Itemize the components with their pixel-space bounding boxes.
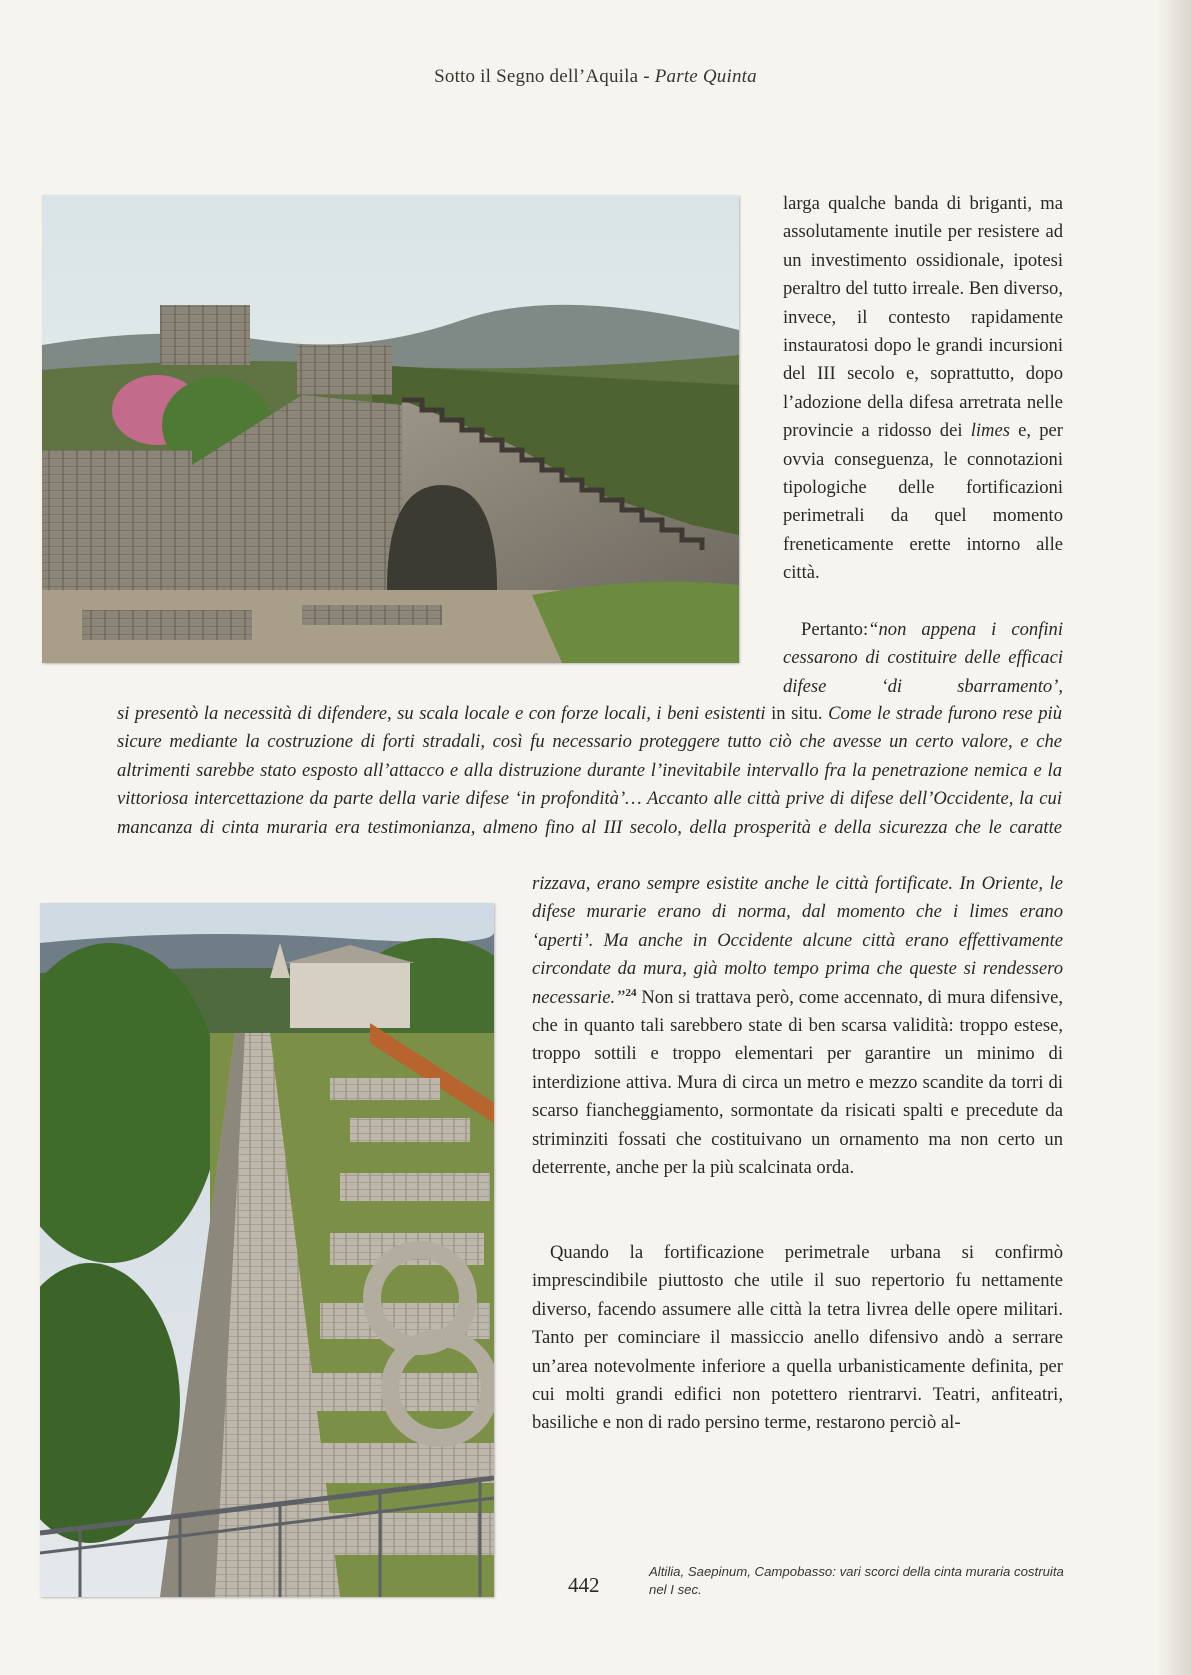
book-title: Sotto il Segno dell’Aquila (434, 66, 639, 87)
part-title: Parte Quinta (654, 66, 757, 87)
head-separator: - (643, 66, 650, 87)
in-situ-term: in situ. (771, 703, 823, 724)
paragraph-3 (532, 1239, 1063, 1438)
footnote-ref-24: 24 (625, 986, 637, 999)
photo-staircase-ruins (42, 195, 739, 663)
quote-start: “non appena i confini cessarono di costituire delle efficaci difese ‘di sbarramento’, (783, 619, 1063, 697)
paragraph-2-opening (783, 616, 1063, 701)
paragraph-3-text: Quando la fortificazione perimetrale urbana si confirmò imprescindibile piuttosto che utile il suo repertorio fu nettamente diverso, facendo assumere alle città la tetra livrea delle opere militari. Tanto per cominciare il massiccio anello difensivo andò a serrare un’area notevolmente inferiore a quella urbanisticamente definita, per cui molti grandi edifici non potettero rientrarvi. Teatri, anfiteatri, basiliche e non di rado persino terme, restarono perciò al- (532, 1242, 1063, 1434)
page-number: 442 (568, 1573, 600, 1597)
quote-part-d: rizzava, erano sempre esistite anche le città fortificate. In Oriente, le difese murarie erano di norma, dal momento che i limes erano ‘aperti’. Ma anche in Occidente alcune città erano effettivamente circondate da mura, già molto tempo prima che queste si rendessero necessarie.” (532, 873, 1063, 1008)
running-head (0, 66, 1191, 88)
photo-caption: Altilia, Saepinum, Campobasso: vari scorci della cinta muraria costruita nel I sec. (649, 1564, 1064, 1597)
limes-term: limes (970, 420, 1010, 442)
paragraph-2-end: Non si trattava però, come accennato, di mura difensive, che in quanto tali sarebbero state di ben scarsa validità: troppo estese, troppo sottili e troppo elementari per garantire un minimo di interdizione attiva. Mura di circa un metro e mezzo scandite da torri di scarso fiancheggiamento, sormontate da risicati spalti e precedute da striminziti fossati che costituivano un ornamento ma non certo un deterrente, anche per la più scalcinata orda. (532, 986, 1063, 1179)
pertanto-lead: Pertanto: (801, 619, 869, 640)
page-edge-shadow (1157, 0, 1191, 1675)
paragraph-1-end: e, per ovvia conseguenza, le connotazioni tipologiche delle fortificazioni perimetrali da quel momento freneticamente erette intorno alle città. (783, 420, 1063, 584)
paragraph-1-text: larga qualche banda di briganti, ma assolutamente inutile per resistere ad un investimento ossidionale, ipotesi peraltro del tutto irreale. Ben diverso, invece, il contesto rapidamente instauratosi dopo le grandi incursioni del III secolo e, soprattutto, dopo l’adozione della difesa arretrata nelle provincie a ridosso dei (783, 193, 1063, 442)
paragraph-1 (783, 190, 1063, 588)
paragraph-2-continuation (532, 870, 1063, 1182)
photo-wall-walkway (40, 903, 494, 1597)
quote-part-c: Come le strade furono rese più sicure mediante la costruzione di forti stradali, così fu necessario proteggere tutto ciò che avesse un certo valore, e che altrimenti sarebbe stato esposto all’attacco e alla distruzione durante l’inevitabile intervallo fra la penetrazione nemica e la vittoriosa intercettazione da parte della varie difese ‘in profondità’… Accanto alle città prive di difese dell’Occidente, la cui mancanza di cinta muraria era testimonianza, almeno fino al III secolo, della prosperità e della sicurezza che le caratte (117, 703, 1062, 838)
quotation-full-width (117, 700, 1062, 842)
quote-part-b: si presentò la necessità di difendere, su scala locale e con forze locali, i beni esistenti (117, 703, 772, 724)
